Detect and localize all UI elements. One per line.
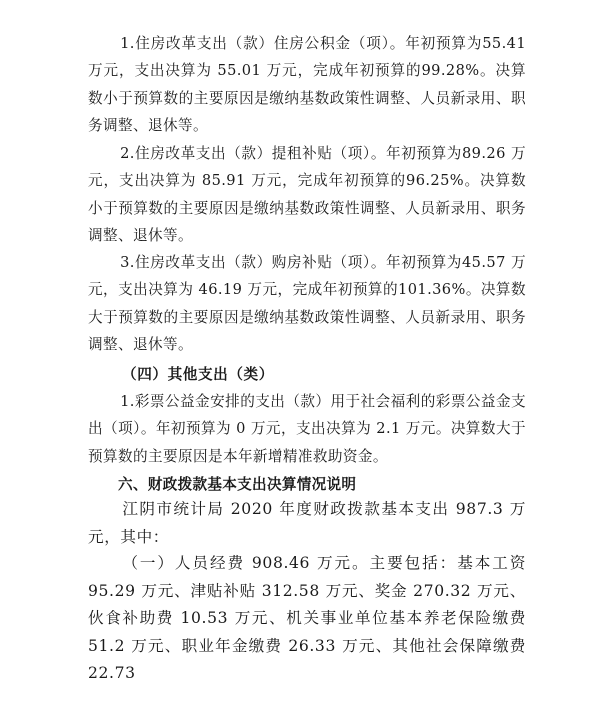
section-heading-basic-expenditure: 六、财政拨款基本支出决算情况说明 bbox=[118, 476, 357, 493]
paragraph-lottery-fund: 1.彩票公益金安排的支出（款）用于社会福利的彩票公益金支出（项）。年初预算为 0 万元，支出决算为 2.1 万元。决算数大于预算数的主要原因是本年新增精准救助资金。 bbox=[88, 393, 526, 465]
paragraph-personnel-expenses: （一）人员经费 908.46 万元。主要包括：基本工资 95.29 万元、津贴补贴 312.58 万元、奖金 270.32 万元、伙食补助费 10.53 万元、机关事业单位基本养老保险缴费 51.2 万元、职业年金缴费 26.33 万元、其他社会保障缴费 22.73 bbox=[88, 554, 526, 682]
paragraph-housing-purchase-subsidy: 3.住房改革支出（款）购房补贴（项）。年初预算为45.57 万元，支出决算为 46.19 万元，完成年初预算的101.36%。决算数大于预算数的主要原因是缴纳基数政策性调整、人员新录用、职务调整、退休等。 bbox=[88, 254, 526, 353]
paragraph-rent-subsidy: 2.住房改革支出（款）提租补贴（项）。年初预算为89.26 万元，支出决算为 85.91 万元，完成年初预算的96.25%。决算数小于预算数的主要原因是缴纳基数政策性调整、人员新录用、职务调整、退休等。 bbox=[88, 145, 526, 244]
paragraph-basic-expenditure-total: 江阴市统计局 2020 年度财政拨款基本支出 987.3 万元，其中： bbox=[88, 500, 526, 546]
paragraph-housing-fund: 1.住房改革支出（款）住房公积金（项）。年初预算为55.41 万元，支出决算为 55.01 万元，完成年初预算的99.28%。决算数小于预算数的主要原因是缴纳基数政策性调整、人员新录用、职务调整、退休等。 bbox=[88, 35, 526, 134]
subheading-other-expenditure: （四）其他支出（类） bbox=[122, 366, 274, 383]
